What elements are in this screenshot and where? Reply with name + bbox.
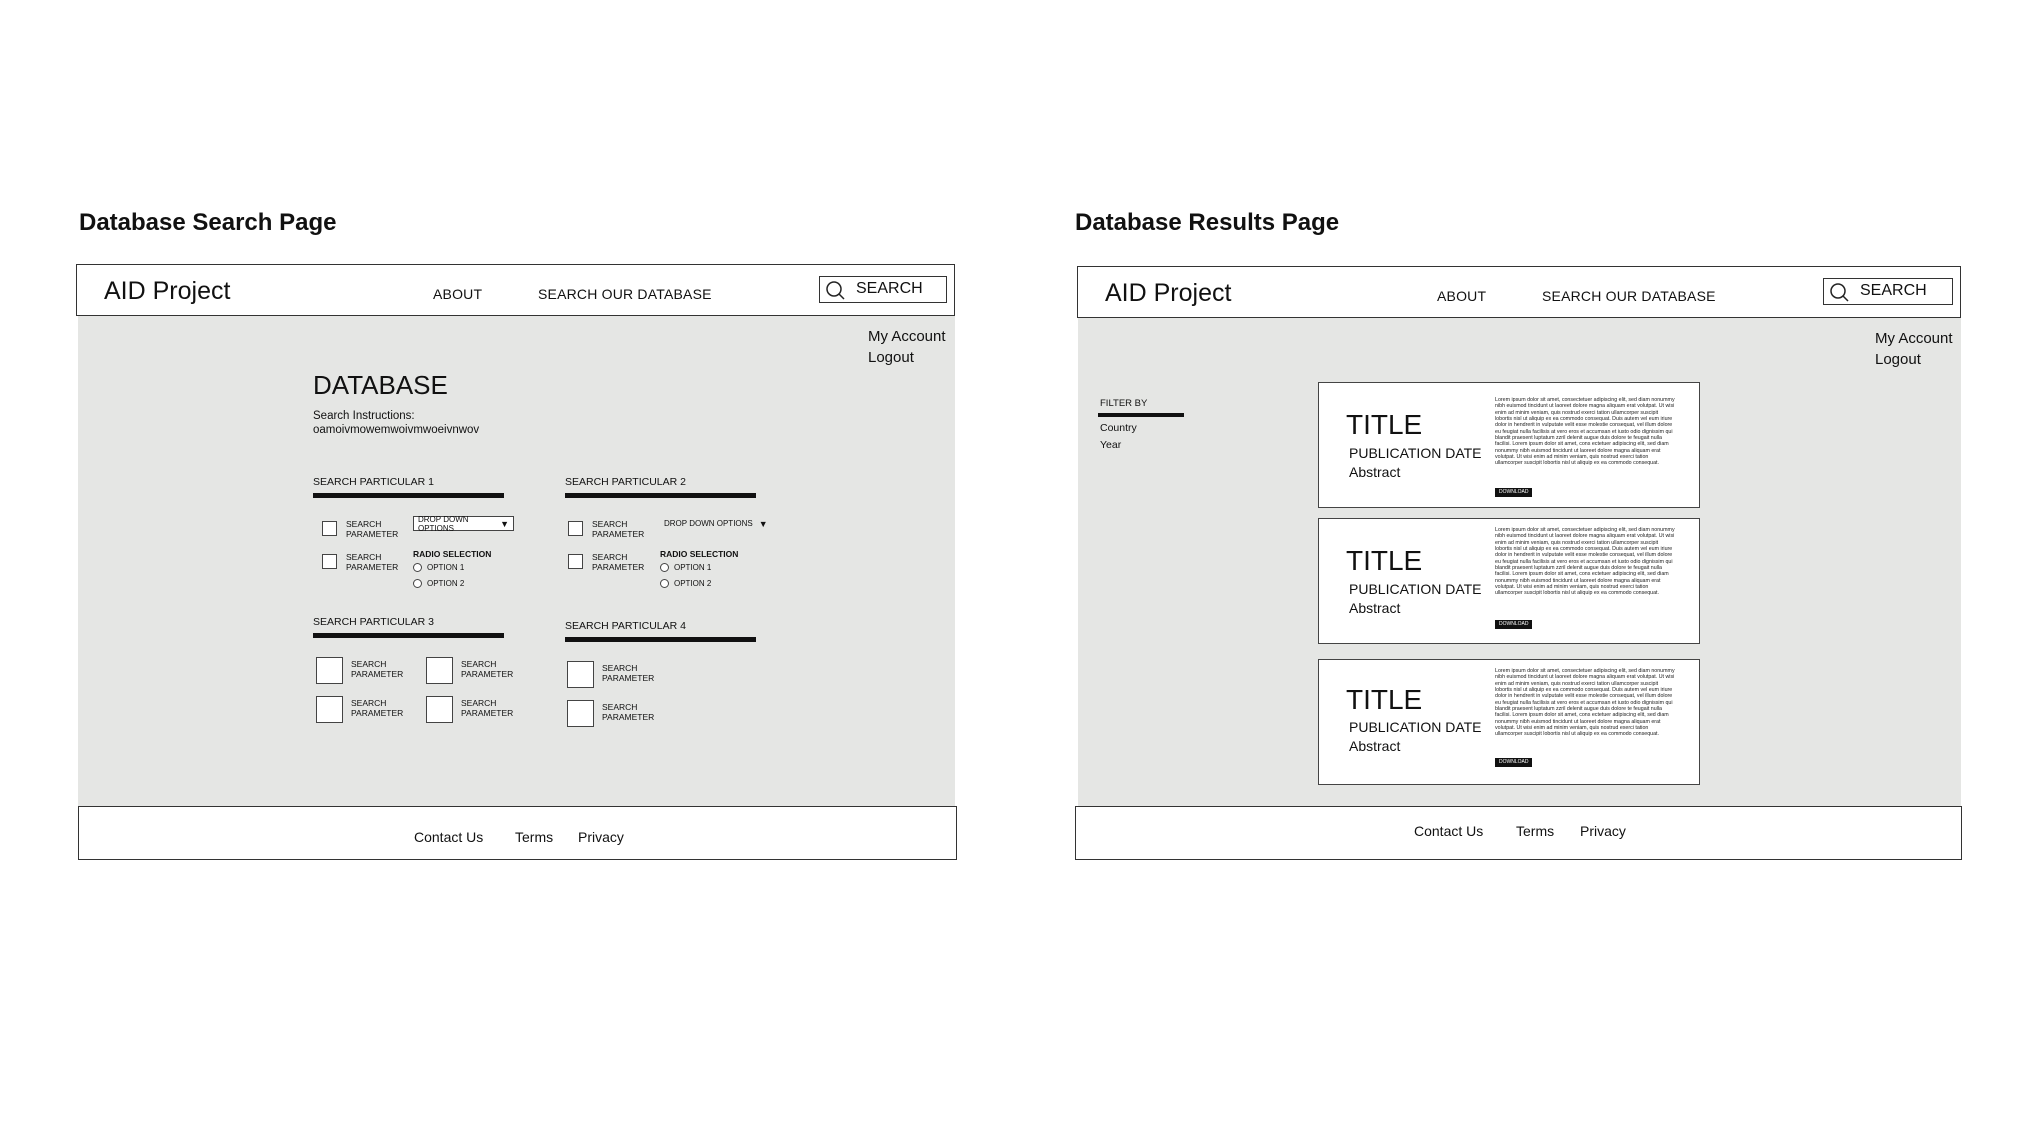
particular-1-radio-option-2[interactable] [413,579,464,588]
search-page-section-title: Database Search Page [79,209,337,236]
logout-link[interactable]: Logout [1875,351,1921,368]
footer-terms-link[interactable]: Terms [515,829,554,845]
particular-2-dropdown[interactable] [664,516,768,531]
result-abstract: Abstract [1349,464,1401,480]
particular-1-divider [313,493,504,498]
site-logo[interactable]: AID Project [104,277,231,305]
particular-1-checkbox-1[interactable] [322,521,337,536]
result-date: PUBLICATION DATE [1349,581,1482,597]
result-date: PUBLICATION DATE [1349,719,1482,735]
search-instructions [313,409,479,437]
filter-country[interactable]: Country [1100,422,1137,434]
footer-privacy-link[interactable]: Privacy [1580,823,1626,839]
result-title: TITLE [1346,684,1423,715]
search-button-label: SEARCH [1860,282,1927,299]
radio-label: OPTION 2 [427,579,465,588]
nav-about-link[interactable]: ABOUT [1437,288,1487,304]
particular-1-param-1-label: SEARCH PARAMETER [346,519,399,539]
download-button[interactable]: DOWNLOAD [1495,758,1532,767]
dropdown-label: DROP DOWN OPTIONS [418,514,469,533]
particular-2-param-1-label: SEARCH PARAMETER [592,519,645,539]
particular-2-title: SEARCH PARTICULAR 2 [565,476,686,488]
particular-4-checkbox-1[interactable] [567,661,594,688]
particular-3-title: SEARCH PARTICULAR 3 [313,616,434,628]
particular-4-param-1-label: SEARCH PARAMETER [602,663,655,683]
particular-3-checkbox-4[interactable] [426,696,453,723]
filter-divider [1098,413,1184,417]
search-button-label: SEARCH [856,280,923,297]
particular-3-checkbox-2[interactable] [426,657,453,684]
nav-about-link[interactable]: ABOUT [433,286,483,302]
footer-privacy-link[interactable]: Privacy [578,829,624,845]
result-abstract-text: Lorem ipsum dolor sit amet, consectetuer adipiscing elit, sed diam nonummy nibh euismod tincidunt ut laoreet dolore magna aliquam erat volutpat. Ut wisi enim ad minim veniam, quis nostrud exerci tation ullamcorper suscipit lobortis nisl ut aliquip ex ea commodo consequat. Duis autem vel eum iriure dolor in hendrerit in vulputate velit esse molestie consequat, vel illum dolore eu feugiat nulla facilisis at vero eros et accumsan et iusto odio dignissim qui blandit praesent luptatum zzril delenit augue duis dolore te feugait nulla facilisi. Lorem ipsum dolor sit amet, cons ectetuer adipiscing elit, sed diam nonummy nibh euismod tincidunt ut laoreet dolore magna aliquam erat volutpat. Ut wisi enim ad minim veniam, quis nostrud exerci tation ullamcorper suscipit lobortis nisl ut aliquip ex ea commodo consequat. [1495,668,1675,738]
my-account-link[interactable]: My Account [1875,330,1953,347]
particular-2-radio-option-2[interactable] [660,579,711,588]
page-title: DATABASE [313,370,448,400]
download-button[interactable]: DOWNLOAD [1495,488,1532,497]
results-page-section-title: Database Results Page [1075,209,1340,236]
instructions-text: oamoivmowemwoivmwoeivnwov [313,424,480,436]
particular-3-param-4-label: SEARCH PARAMETER [461,698,514,718]
particular-3-checkbox-3[interactable] [316,696,343,723]
my-account-link[interactable]: My Account [868,328,946,345]
result-abstract-text: Lorem ipsum dolor sit amet, consectetuer adipiscing elit, sed diam nonummy nibh euismod tincidunt ut laoreet dolore magna aliquam erat volutpat. Ut wisi enim ad minim veniam, quis nostrud exerci tation ullamcorper suscipit lobortis nisl ut aliquip ex ea commodo consequat. Duis autem vel eum iriure dolor in hendrerit in vulputate velit esse molestie consequat, vel illum dolore eu feugiat nulla facilisis at vero eros et accumsan et iusto odio dignissim qui blandit praesent luptatum zzril delenit augue duis dolore te feugait nulla facilisi. Lorem ipsum dolor sit amet, cons ectetuer adipiscing elit, sed diam nonummy nibh euismod tincidunt ut laoreet dolore magna aliquam erat volutpat. Ut wisi enim ad minim veniam, quis nostrud exerci tation ullamcorper suscipit lobortis nisl ut aliquip ex ea commodo consequat. [1495,527,1675,597]
search-page-footer [78,806,957,860]
particular-2-divider [565,493,756,498]
radio-circle [660,563,669,572]
result-card[interactable] [1318,382,1700,508]
results-page-header [1077,266,1961,318]
result-card[interactable] [1318,518,1700,644]
particular-1-radio-title: RADIO SELECTION [413,549,492,559]
nav-search-database-link[interactable]: SEARCH OUR DATABASE [538,286,712,302]
result-title: TITLE [1346,409,1423,440]
results-page-body [1078,318,1961,806]
particular-3-divider [313,633,504,638]
filter-title: FILTER BY [1100,398,1148,409]
particular-1-param-2-label: SEARCH PARAMETER [346,552,399,572]
radio-circle [660,579,669,588]
dropdown-arrow-icon: ▼ [500,518,509,529]
particular-4-title: SEARCH PARTICULAR 4 [565,620,686,632]
footer-contact-link[interactable]: Contact Us [414,829,484,845]
particular-4-divider [565,637,756,642]
particular-2-checkbox-2[interactable] [568,554,583,569]
instructions-label: Search Instructions: [313,410,415,422]
particular-3-param-3-label: SEARCH PARAMETER [351,698,404,718]
particular-1-radio-option-1[interactable] [413,563,464,572]
radio-circle [413,563,422,572]
site-logo[interactable]: AID Project [1105,279,1232,307]
result-date: PUBLICATION DATE [1349,445,1482,461]
account-links [1875,328,1953,370]
particular-1-title: SEARCH PARTICULAR 1 [313,476,434,488]
particular-1-checkbox-2[interactable] [322,554,337,569]
filter-year[interactable]: Year [1100,439,1122,451]
radio-label: OPTION 1 [427,563,465,572]
nav-search-database-link[interactable]: SEARCH OUR DATABASE [1542,288,1716,304]
particular-4-param-2-label: SEARCH PARAMETER [602,702,655,722]
result-abstract: Abstract [1349,738,1401,754]
header-search-button[interactable] [819,276,947,303]
results-page-footer [1075,806,1962,860]
particular-3-checkbox-1[interactable] [316,657,343,684]
search-icon [1829,282,1849,302]
particular-4-checkbox-2[interactable] [567,700,594,727]
dropdown-label: DROP DOWN OPTIONS [664,519,753,528]
radio-circle [413,579,422,588]
logout-link[interactable]: Logout [868,349,914,366]
result-card[interactable] [1318,659,1700,785]
result-abstract: Abstract [1349,600,1401,616]
footer-contact-link[interactable]: Contact Us [1414,823,1484,839]
search-page-body [78,316,955,806]
search-page-header [76,264,955,316]
search-icon [825,280,845,300]
result-abstract-text: Lorem ipsum dolor sit amet, consectetuer adipiscing elit, sed diam nonummy nibh euismod tincidunt ut laoreet dolore magna aliquam erat volutpat. Ut wisi enim ad minim veniam, quis nostrud exerci tation ullamcorper suscipit lobortis nisl ut aliquip ex ea commodo consequat. Duis autem vel eum iriure dolor in hendrerit in vulputate velit esse molestie consequat, vel illum dolore eu feugiat nulla facilisis at vero eros et accumsan et iusto odio dignissim qui blandit praesent luptatum zzril delenit augue duis dolore te feugait nulla facilisi. Lorem ipsum dolor sit amet, cons ectetuer adipiscing elit, sed diam nonummy nibh euismod tincidunt ut laoreet dolore magna aliquam erat volutpat. Ut wisi enim ad minim veniam, quis nostrud exerci tation ullamcorper suscipit lobortis nisl ut aliquip ex ea commodo consequat. [1495,397,1675,467]
particular-1-dropdown[interactable] [413,516,514,531]
footer-terms-link[interactable]: Terms [1516,823,1555,839]
dropdown-arrow-icon: ▼ [758,518,768,529]
particular-3-param-1-label: SEARCH PARAMETER [351,659,404,679]
particular-2-checkbox-1[interactable] [568,521,583,536]
particular-2-radio-option-1[interactable] [660,563,711,572]
account-links [868,326,946,368]
particular-2-radio-title: RADIO SELECTION [660,549,739,559]
result-title: TITLE [1346,545,1423,576]
particular-3-param-2-label: SEARCH PARAMETER [461,659,514,679]
download-button[interactable]: DOWNLOAD [1495,620,1532,629]
radio-label: OPTION 1 [674,563,712,572]
radio-label: OPTION 2 [674,579,712,588]
particular-2-param-2-label: SEARCH PARAMETER [592,552,645,572]
header-search-button[interactable] [1823,278,1953,305]
